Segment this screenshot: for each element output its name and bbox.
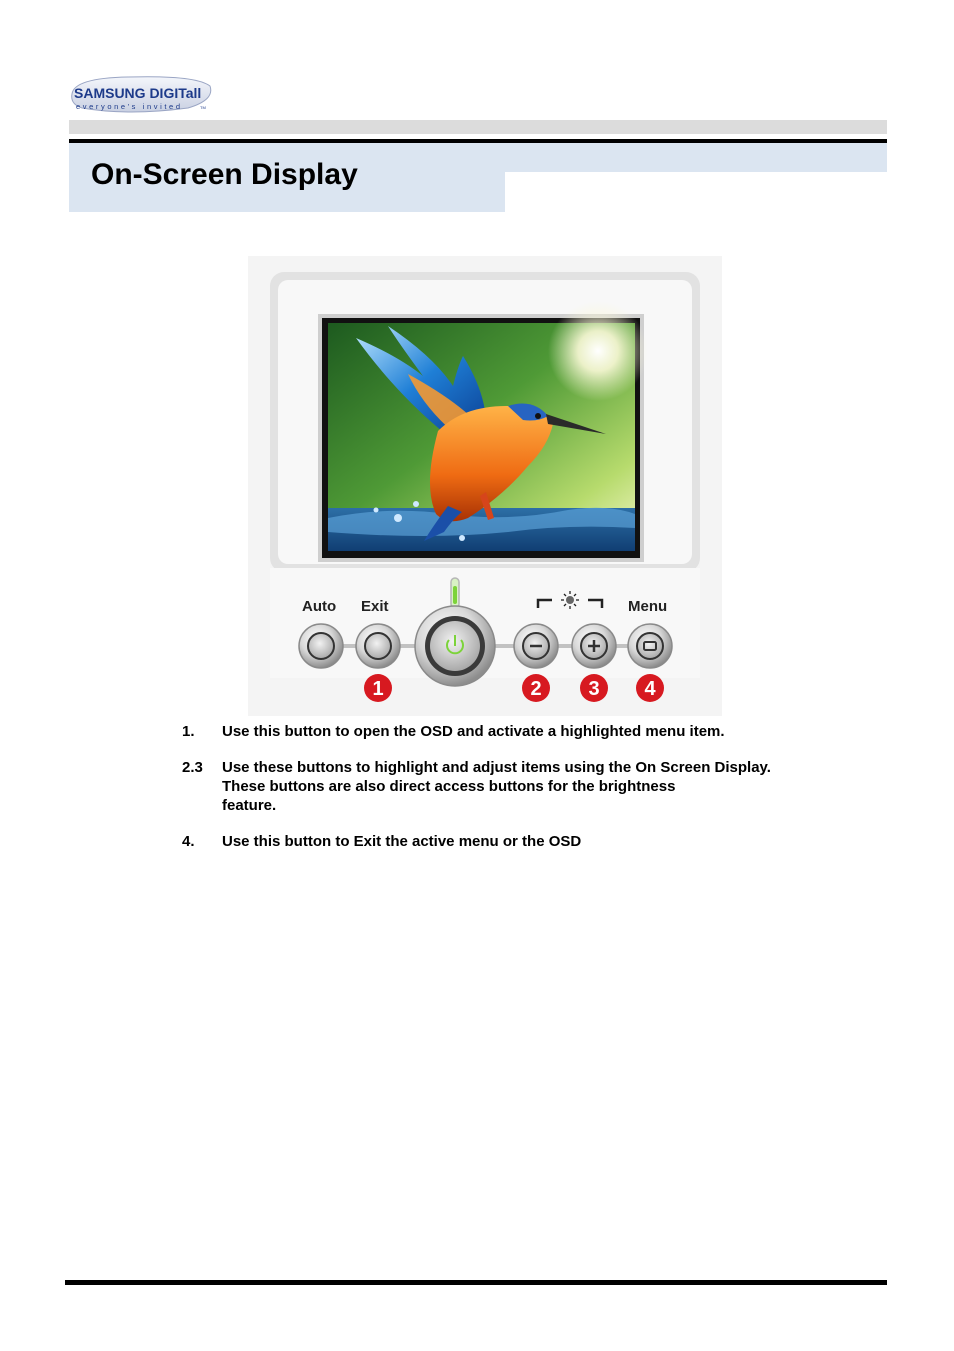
- logo-tm-text: TM: [200, 105, 206, 110]
- callout-2: [522, 674, 550, 702]
- footer-rule: [65, 1280, 887, 1285]
- instruction-list: [182, 722, 862, 868]
- samsung-digitall-logo: [68, 72, 218, 116]
- menu-button[interactable]: [628, 624, 672, 668]
- logo-tagline-text: everyone's invited: [76, 102, 183, 111]
- exit-button[interactable]: [356, 624, 400, 668]
- instruction-text: Use this button to Exit the active menu or the OSD: [222, 833, 582, 850]
- plus-button[interactable]: [572, 624, 616, 668]
- instruction-item-4: [182, 832, 862, 851]
- minus-button[interactable]: [514, 624, 558, 668]
- callout-3: [580, 674, 608, 702]
- power-button[interactable]: [415, 606, 495, 686]
- exit-button-label: Exit: [361, 598, 389, 615]
- instruction-number: 4.: [182, 833, 195, 850]
- page-title: On-Screen Display: [91, 158, 358, 191]
- callout-1: [364, 674, 392, 702]
- svg-text:4: 4: [644, 678, 656, 700]
- instruction-text-line2: These buttons are also direct access buttons for the brightness: [222, 778, 676, 795]
- instruction-number: 2.3: [182, 759, 203, 776]
- logo-brand-text: SAMSUNG DIGITall: [74, 85, 202, 101]
- callout-4: [636, 674, 664, 702]
- instruction-item-1: [182, 722, 862, 741]
- instruction-text: Use these buttons to highlight and adjust items using the On Screen Display.: [222, 759, 771, 776]
- svg-text:2: 2: [530, 678, 542, 700]
- instruction-item-2-3: [182, 758, 862, 815]
- kingfisher-screen-image: [328, 301, 648, 551]
- menu-button-label: Menu: [628, 598, 668, 615]
- svg-text:3: 3: [588, 678, 600, 700]
- instruction-text: Use this button to open the OSD and activate a highlighted menu item.: [222, 723, 725, 740]
- svg-text:1: 1: [372, 678, 384, 700]
- auto-button[interactable]: [299, 624, 343, 668]
- monitor-illustration: [248, 256, 722, 716]
- instruction-text-line3: feature.: [222, 797, 277, 814]
- header-gray-bar: [69, 120, 887, 134]
- instruction-number: 1.: [182, 723, 195, 740]
- auto-button-label: Auto: [302, 598, 337, 615]
